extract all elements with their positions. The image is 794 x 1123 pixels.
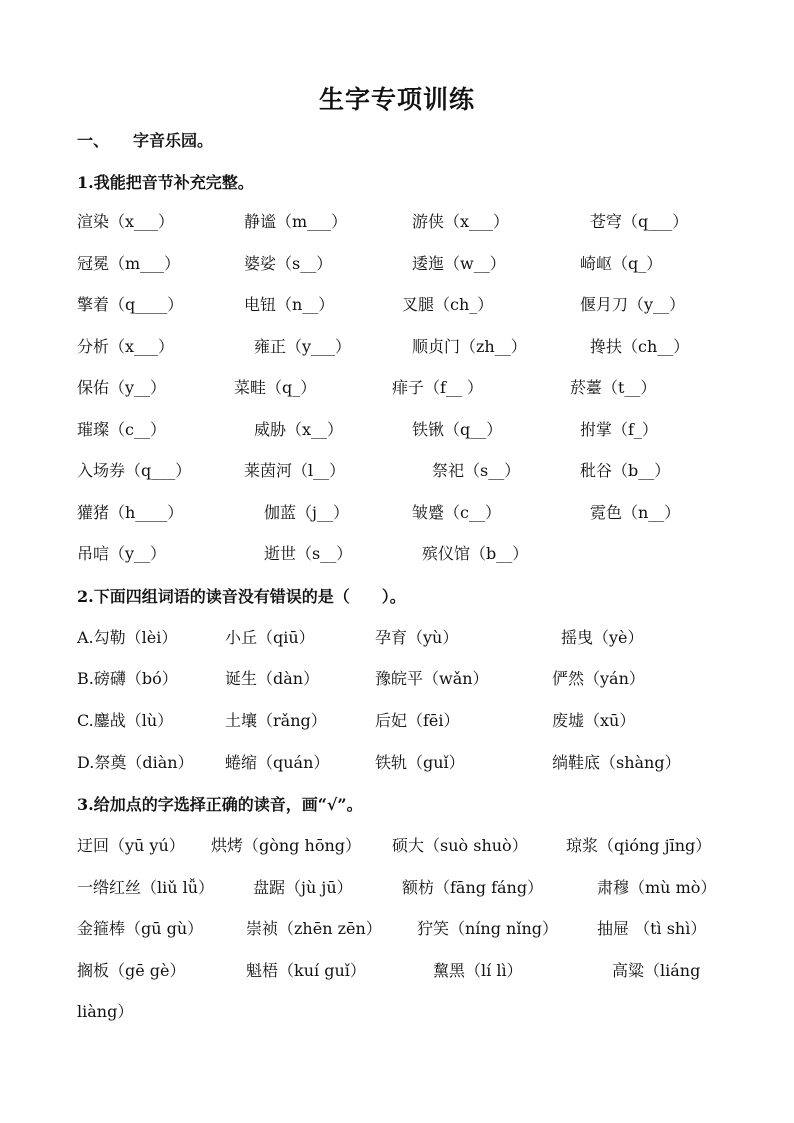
q1-item: 伽蓝（j__） [264, 503, 349, 522]
q2-option: 后妃（fēi） [375, 711, 460, 730]
q1-item: 莱茵河（l__） [244, 461, 346, 480]
q1-row [0, 418, 794, 442]
q1-item: 痱子（f__ ） [392, 378, 484, 397]
q2-option: 废墟（xū） [552, 711, 636, 730]
q2-option: 孕育（yù） [375, 628, 459, 647]
q3-item: 盘踞（jù jū） [253, 878, 353, 897]
q1-item: 雍正（y___） [254, 337, 352, 356]
q3-item: 迂回（yū yú） [77, 836, 185, 855]
q1-row [0, 335, 794, 359]
q1-item: 搀扶（ch__） [590, 337, 690, 356]
q1-item: 逝世（s__） [264, 544, 353, 563]
q1-item: 逶迤（w__） [412, 254, 506, 273]
q2-option: 蜷缩（quán） [225, 753, 330, 772]
q3-item: 肃穆（mù mò） [597, 878, 717, 897]
q2-option: D.祭奠（diàn） [77, 753, 194, 772]
q3-item: 一绺红丝（liǔ lǚ） [77, 878, 215, 897]
q1-item: 叉腿（ch_） [402, 295, 494, 314]
q1-row [0, 376, 794, 400]
q1-item: 祭祀（s__） [432, 461, 521, 480]
question-3-prompt: 3.给加点的字选择正确的读音，画“√”。 [77, 795, 363, 814]
q1-item: 冠冕（m___） [77, 254, 181, 273]
q3-item: 烘烤（gòng hōng） [211, 836, 361, 855]
q1-row [0, 252, 794, 276]
q2-row [0, 626, 794, 650]
q1-item: 婆娑（s__） [244, 254, 333, 273]
q1-item: 霓色（n__） [590, 503, 681, 522]
section-heading [77, 128, 213, 151]
q1-item: 菸薹（t__） [570, 378, 657, 397]
q1-item: 威胁（x__） [254, 420, 344, 439]
q1-item: 保佑（y__） [77, 378, 167, 397]
q3-item: 硕大（suò shuò） [392, 836, 528, 855]
q3-row [0, 1000, 794, 1024]
q2-option: 绱鞋底（shàng） [552, 753, 681, 772]
q1-item: 电钮（n__） [244, 295, 335, 314]
q2-option: C.鏖战（lù） [77, 711, 174, 730]
q1-item: 渲染（x___） [77, 212, 175, 231]
q3-item: 搁板（gē gè） [77, 961, 186, 980]
q3-item: 狞笑（níng nǐng） [417, 919, 559, 938]
q3-row [0, 876, 794, 900]
section-number: 一、 [77, 131, 110, 150]
q1-item: 璀璨（c__） [77, 420, 166, 439]
q2-row [0, 751, 794, 775]
q2-row [0, 667, 794, 691]
section-title: 字音乐园。 [133, 131, 214, 150]
q2-option: 摇曳（yè） [561, 628, 644, 647]
q1-row [0, 542, 794, 566]
q3-item: 抽屉 （tì shì） [597, 919, 707, 938]
q1-row [0, 501, 794, 525]
q3-row [0, 917, 794, 941]
q2-option: 铁轨（guǐ） [375, 753, 465, 772]
q3-item: 魁梧（kuí guǐ） [246, 961, 366, 980]
q1-row [0, 459, 794, 483]
q3-row [0, 834, 794, 858]
q1-item: 拊掌（f_） [580, 420, 658, 439]
q1-item: 游侠（x___） [412, 212, 510, 231]
q1-item: 菜畦（q_） [234, 378, 317, 397]
q3-item: 金箍棒（gū gù） [77, 919, 204, 938]
q2-option: 豫皖平（wǎn） [375, 669, 489, 688]
q1-item: 殡仪馆（b__） [422, 544, 529, 563]
q1-item: 分析（x___） [77, 337, 175, 356]
q3-item: 高粱（liáng [612, 961, 701, 980]
q3-row [0, 959, 794, 983]
q1-item: 秕谷（b__） [580, 461, 671, 480]
q1-item: 皱蹙（c__） [412, 503, 501, 522]
question-2-prompt: 2.下面四组词语的读音没有错误的是（ ）。 [77, 587, 406, 606]
page-title: 生字专项训练 [318, 85, 475, 114]
q3-item: liàng） [77, 1002, 134, 1021]
q1-item: 擎着（q____） [77, 295, 184, 314]
q3-item: 黧黑（lí lì） [433, 961, 523, 980]
q3-item: 额枋（fāng fáng） [402, 878, 544, 897]
q1-item: 吊唁（y__） [77, 544, 167, 563]
q1-item: 入场券（q___） [77, 461, 192, 480]
q1-item: 静谧（m___） [244, 212, 348, 231]
q1-item: 獾猪（h____） [77, 503, 184, 522]
q1-item: 顺贞门（zh__） [412, 337, 527, 356]
q2-option: 土壤（rǎng） [225, 711, 327, 730]
q3-item: 琼浆（qióng jīng） [566, 836, 712, 855]
q3-item: 崇祯（zhēn zēn） [246, 919, 382, 938]
q1-item: 苍穹（q___） [590, 212, 689, 231]
q2-option: 俨然（yán） [552, 669, 645, 688]
question-1-prompt: 1.我能把音节补充完整。 [77, 173, 254, 192]
q2-row [0, 709, 794, 733]
q1-row [0, 210, 794, 234]
q1-row [0, 293, 794, 317]
q2-option: 诞生（dàn） [225, 669, 320, 688]
q1-item: 偃月刀（y__） [580, 295, 686, 314]
q2-option: 小丘（qiū） [225, 628, 315, 647]
q1-item: 崎岖（q_） [580, 254, 663, 273]
q1-item: 铁锹（q__） [412, 420, 503, 439]
q2-option: A.勾勒（lèi） [77, 628, 178, 647]
q2-option: B.磅礴（bó） [77, 669, 178, 688]
